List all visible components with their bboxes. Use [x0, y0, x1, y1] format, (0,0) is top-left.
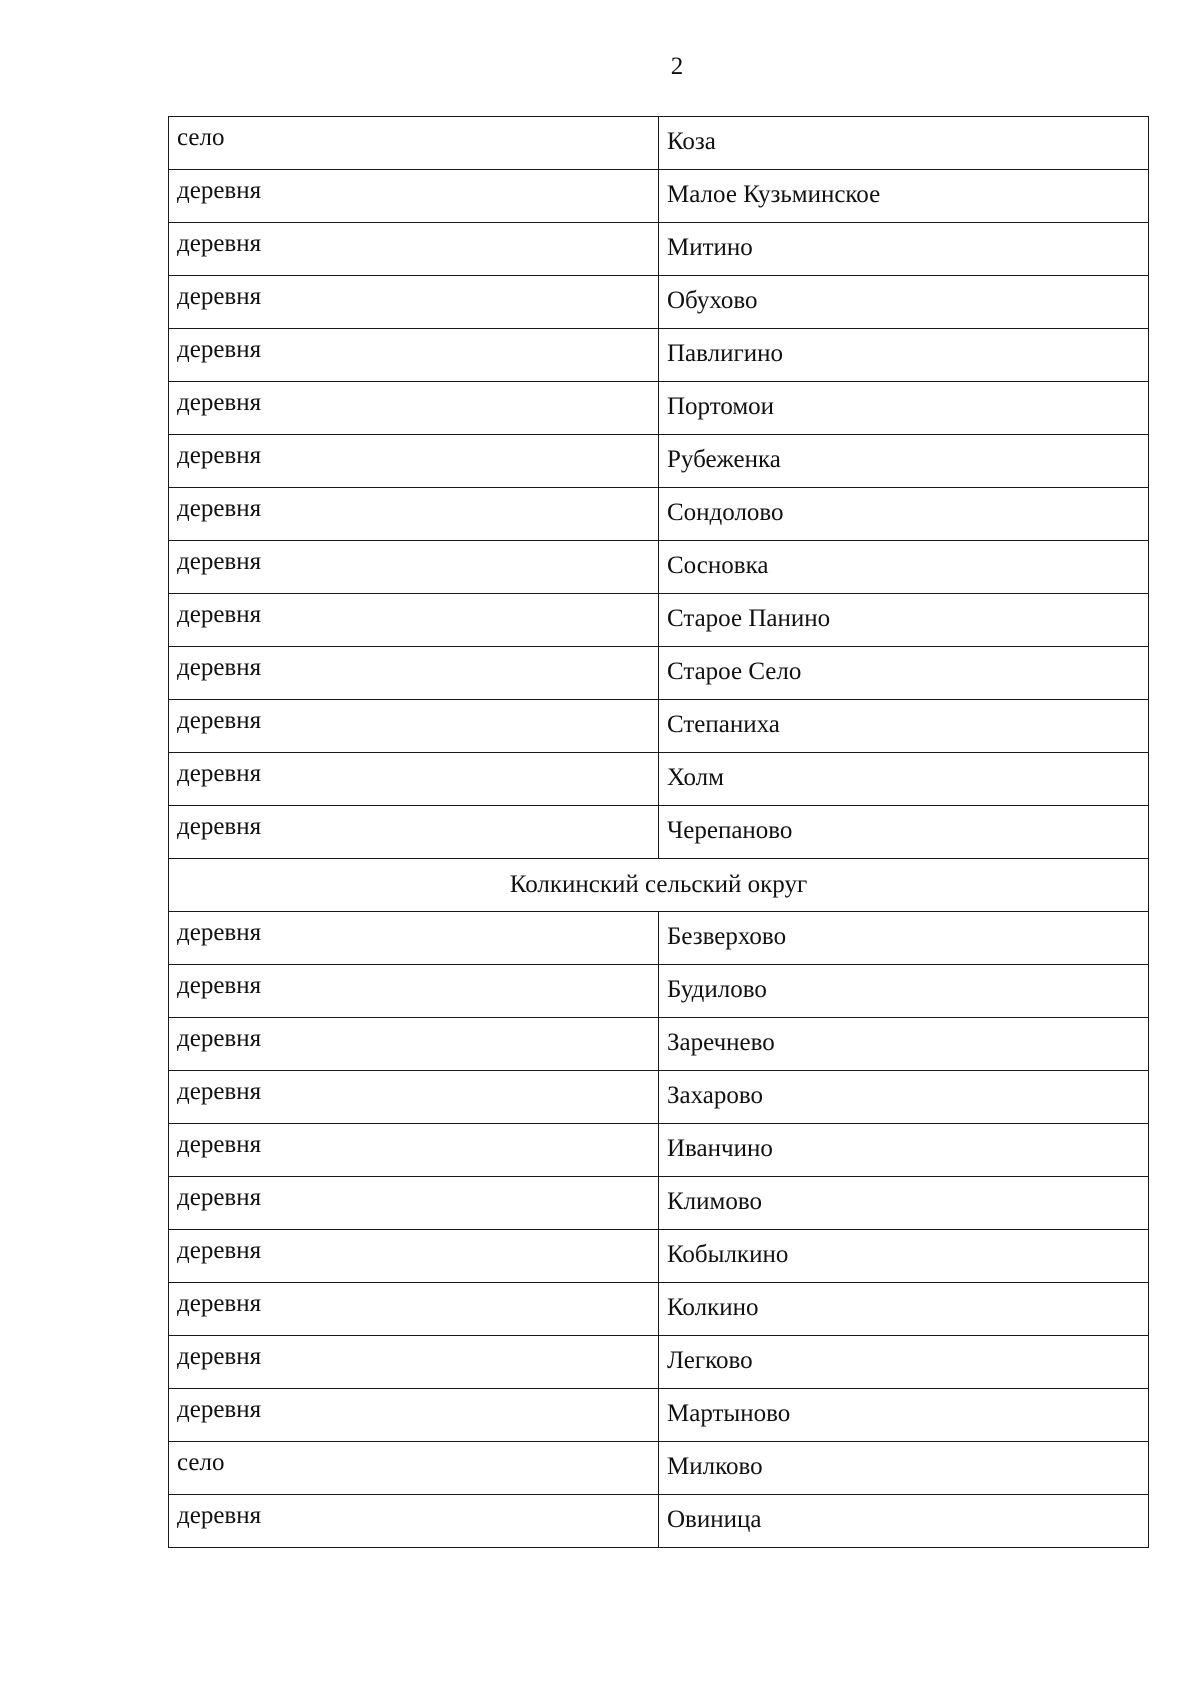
settlement-type-cell	[169, 488, 659, 541]
settlement-type-cell	[169, 1124, 659, 1177]
table-row	[169, 435, 1149, 488]
settlement-name: Заречнево	[667, 1029, 775, 1056]
settlement-name: Климово	[667, 1188, 762, 1215]
settlement-name-cell	[659, 594, 1149, 647]
settlement-type-cell	[169, 329, 659, 382]
settlement-type-cell	[169, 435, 659, 488]
settlement-type-cell	[169, 965, 659, 1018]
table-row	[169, 1124, 1149, 1177]
settlement-type: деревня	[177, 1343, 262, 1370]
section-row	[169, 859, 1149, 912]
settlement-type: село	[177, 124, 225, 151]
settlement-type: деревня	[177, 389, 262, 416]
table-row	[169, 594, 1149, 647]
settlement-type: деревня	[177, 442, 262, 469]
settlement-type: деревня	[177, 813, 262, 840]
settlement-name-cell	[659, 170, 1149, 223]
settlement-type: деревня	[177, 177, 262, 204]
table-row	[169, 1018, 1149, 1071]
settlement-type-cell	[169, 382, 659, 435]
table-row	[169, 647, 1149, 700]
settlement-name-cell	[659, 541, 1149, 594]
settlement-type: деревня	[177, 1237, 262, 1264]
table-row	[169, 329, 1149, 382]
settlement-name-cell	[659, 1124, 1149, 1177]
settlements-table-body	[169, 117, 1149, 1548]
settlement-name-cell	[659, 647, 1149, 700]
settlement-type-cell	[169, 753, 659, 806]
table-row	[169, 1071, 1149, 1124]
settlement-name: Степаниха	[667, 711, 780, 738]
table-row	[169, 965, 1149, 1018]
settlement-name: Овиница	[667, 1506, 762, 1533]
settlement-name: Рубеженка	[667, 446, 781, 473]
settlement-name-cell	[659, 1071, 1149, 1124]
settlement-type: деревня	[177, 495, 262, 522]
settlement-name: Иванчино	[667, 1135, 773, 1162]
settlement-type-cell	[169, 1071, 659, 1124]
settlement-type: деревня	[177, 760, 262, 787]
settlement-name-cell	[659, 806, 1149, 859]
settlement-name: Захарово	[667, 1082, 764, 1109]
settlement-name-cell	[659, 382, 1149, 435]
table-row	[169, 1389, 1149, 1442]
settlement-name: Колкино	[667, 1294, 759, 1321]
table-row	[169, 1177, 1149, 1230]
settlement-type-cell	[169, 1336, 659, 1389]
settlement-name-cell	[659, 1177, 1149, 1230]
settlement-type-cell	[169, 647, 659, 700]
table-row	[169, 1495, 1149, 1548]
section-heading: Колкинский сельский округ	[169, 859, 1149, 912]
settlement-name: Старое Село	[667, 658, 802, 685]
table-row	[169, 753, 1149, 806]
settlement-name-cell	[659, 1283, 1149, 1336]
settlement-name-cell	[659, 753, 1149, 806]
table-row	[169, 912, 1149, 965]
settlement-name: Портомои	[667, 393, 775, 420]
settlement-type: деревня	[177, 601, 262, 628]
settlement-type-cell	[169, 541, 659, 594]
settlement-type: деревня	[177, 654, 262, 681]
settlement-name-cell	[659, 1442, 1149, 1495]
settlement-name: Легково	[667, 1347, 753, 1374]
settlement-name: Павлигино	[667, 340, 783, 367]
settlement-type-cell	[169, 1495, 659, 1548]
settlement-name: Черепаново	[667, 817, 793, 844]
settlement-name: Милково	[667, 1453, 763, 1480]
table-row	[169, 276, 1149, 329]
table-row	[169, 1442, 1149, 1495]
table-row	[169, 223, 1149, 276]
settlement-type-cell	[169, 1283, 659, 1336]
settlement-name: Мартыново	[667, 1400, 791, 1427]
settlement-type: деревня	[177, 1131, 262, 1158]
settlement-type-cell	[169, 223, 659, 276]
settlement-type-cell	[169, 117, 659, 170]
settlement-name: Митино	[667, 234, 753, 261]
table-row	[169, 806, 1149, 859]
settlement-name-cell	[659, 1230, 1149, 1283]
settlement-type: деревня	[177, 548, 262, 575]
settlement-name-cell	[659, 329, 1149, 382]
settlement-name: Безверхово	[667, 923, 787, 950]
table-row	[169, 117, 1149, 170]
settlement-name-cell	[659, 117, 1149, 170]
settlement-type-cell	[169, 1177, 659, 1230]
settlement-name-cell	[659, 1336, 1149, 1389]
settlement-type: деревня	[177, 1184, 262, 1211]
settlement-type: деревня	[177, 1502, 262, 1529]
settlement-type: деревня	[177, 1290, 262, 1317]
settlement-type-cell	[169, 1018, 659, 1071]
settlement-type: деревня	[177, 707, 262, 734]
settlement-name: Старое Панино	[667, 605, 831, 632]
table-row	[169, 541, 1149, 594]
settlement-type: деревня	[177, 336, 262, 363]
settlement-type: деревня	[177, 972, 262, 999]
settlement-type: деревня	[177, 1396, 262, 1423]
settlement-name-cell	[659, 700, 1149, 753]
settlement-type-cell	[169, 1389, 659, 1442]
settlement-name: Холм	[667, 764, 724, 791]
settlement-type-cell	[169, 912, 659, 965]
settlement-name-cell	[659, 1389, 1149, 1442]
settlement-name: Кобылкино	[667, 1241, 789, 1268]
settlement-name: Будилово	[667, 976, 767, 1003]
table-row	[169, 1230, 1149, 1283]
settlement-type-cell	[169, 1230, 659, 1283]
settlement-name: Сосновка	[667, 552, 769, 579]
settlement-type-cell	[169, 1442, 659, 1495]
settlement-type: деревня	[177, 919, 262, 946]
settlement-type-cell	[169, 276, 659, 329]
settlement-type: село	[177, 1449, 225, 1476]
settlement-name-cell	[659, 435, 1149, 488]
settlement-name-cell	[659, 488, 1149, 541]
settlement-type: деревня	[177, 1025, 262, 1052]
page-number: 2	[670, 53, 684, 80]
table-row	[169, 170, 1149, 223]
table-row	[169, 1283, 1149, 1336]
settlement-type: деревня	[177, 230, 262, 257]
settlement-name-cell	[659, 912, 1149, 965]
settlement-name: Малое Кузьминское	[667, 181, 881, 208]
table-row	[169, 700, 1149, 753]
settlement-type-cell	[169, 594, 659, 647]
settlement-type-cell	[169, 700, 659, 753]
settlement-name-cell	[659, 965, 1149, 1018]
settlement-name: Коза	[667, 128, 716, 155]
settlement-name: Сондолово	[667, 499, 784, 526]
settlement-name-cell	[659, 1495, 1149, 1548]
table-row	[169, 1336, 1149, 1389]
settlement-name-cell	[659, 1018, 1149, 1071]
settlement-type-cell	[169, 170, 659, 223]
settlement-type: деревня	[177, 283, 262, 310]
table-row	[169, 488, 1149, 541]
settlement-name: Обухово	[667, 287, 758, 314]
settlement-type: деревня	[177, 1078, 262, 1105]
settlements-table	[168, 116, 1149, 1548]
table-row	[169, 382, 1149, 435]
settlement-name-cell	[659, 223, 1149, 276]
settlement-type-cell	[169, 806, 659, 859]
settlement-name-cell	[659, 276, 1149, 329]
